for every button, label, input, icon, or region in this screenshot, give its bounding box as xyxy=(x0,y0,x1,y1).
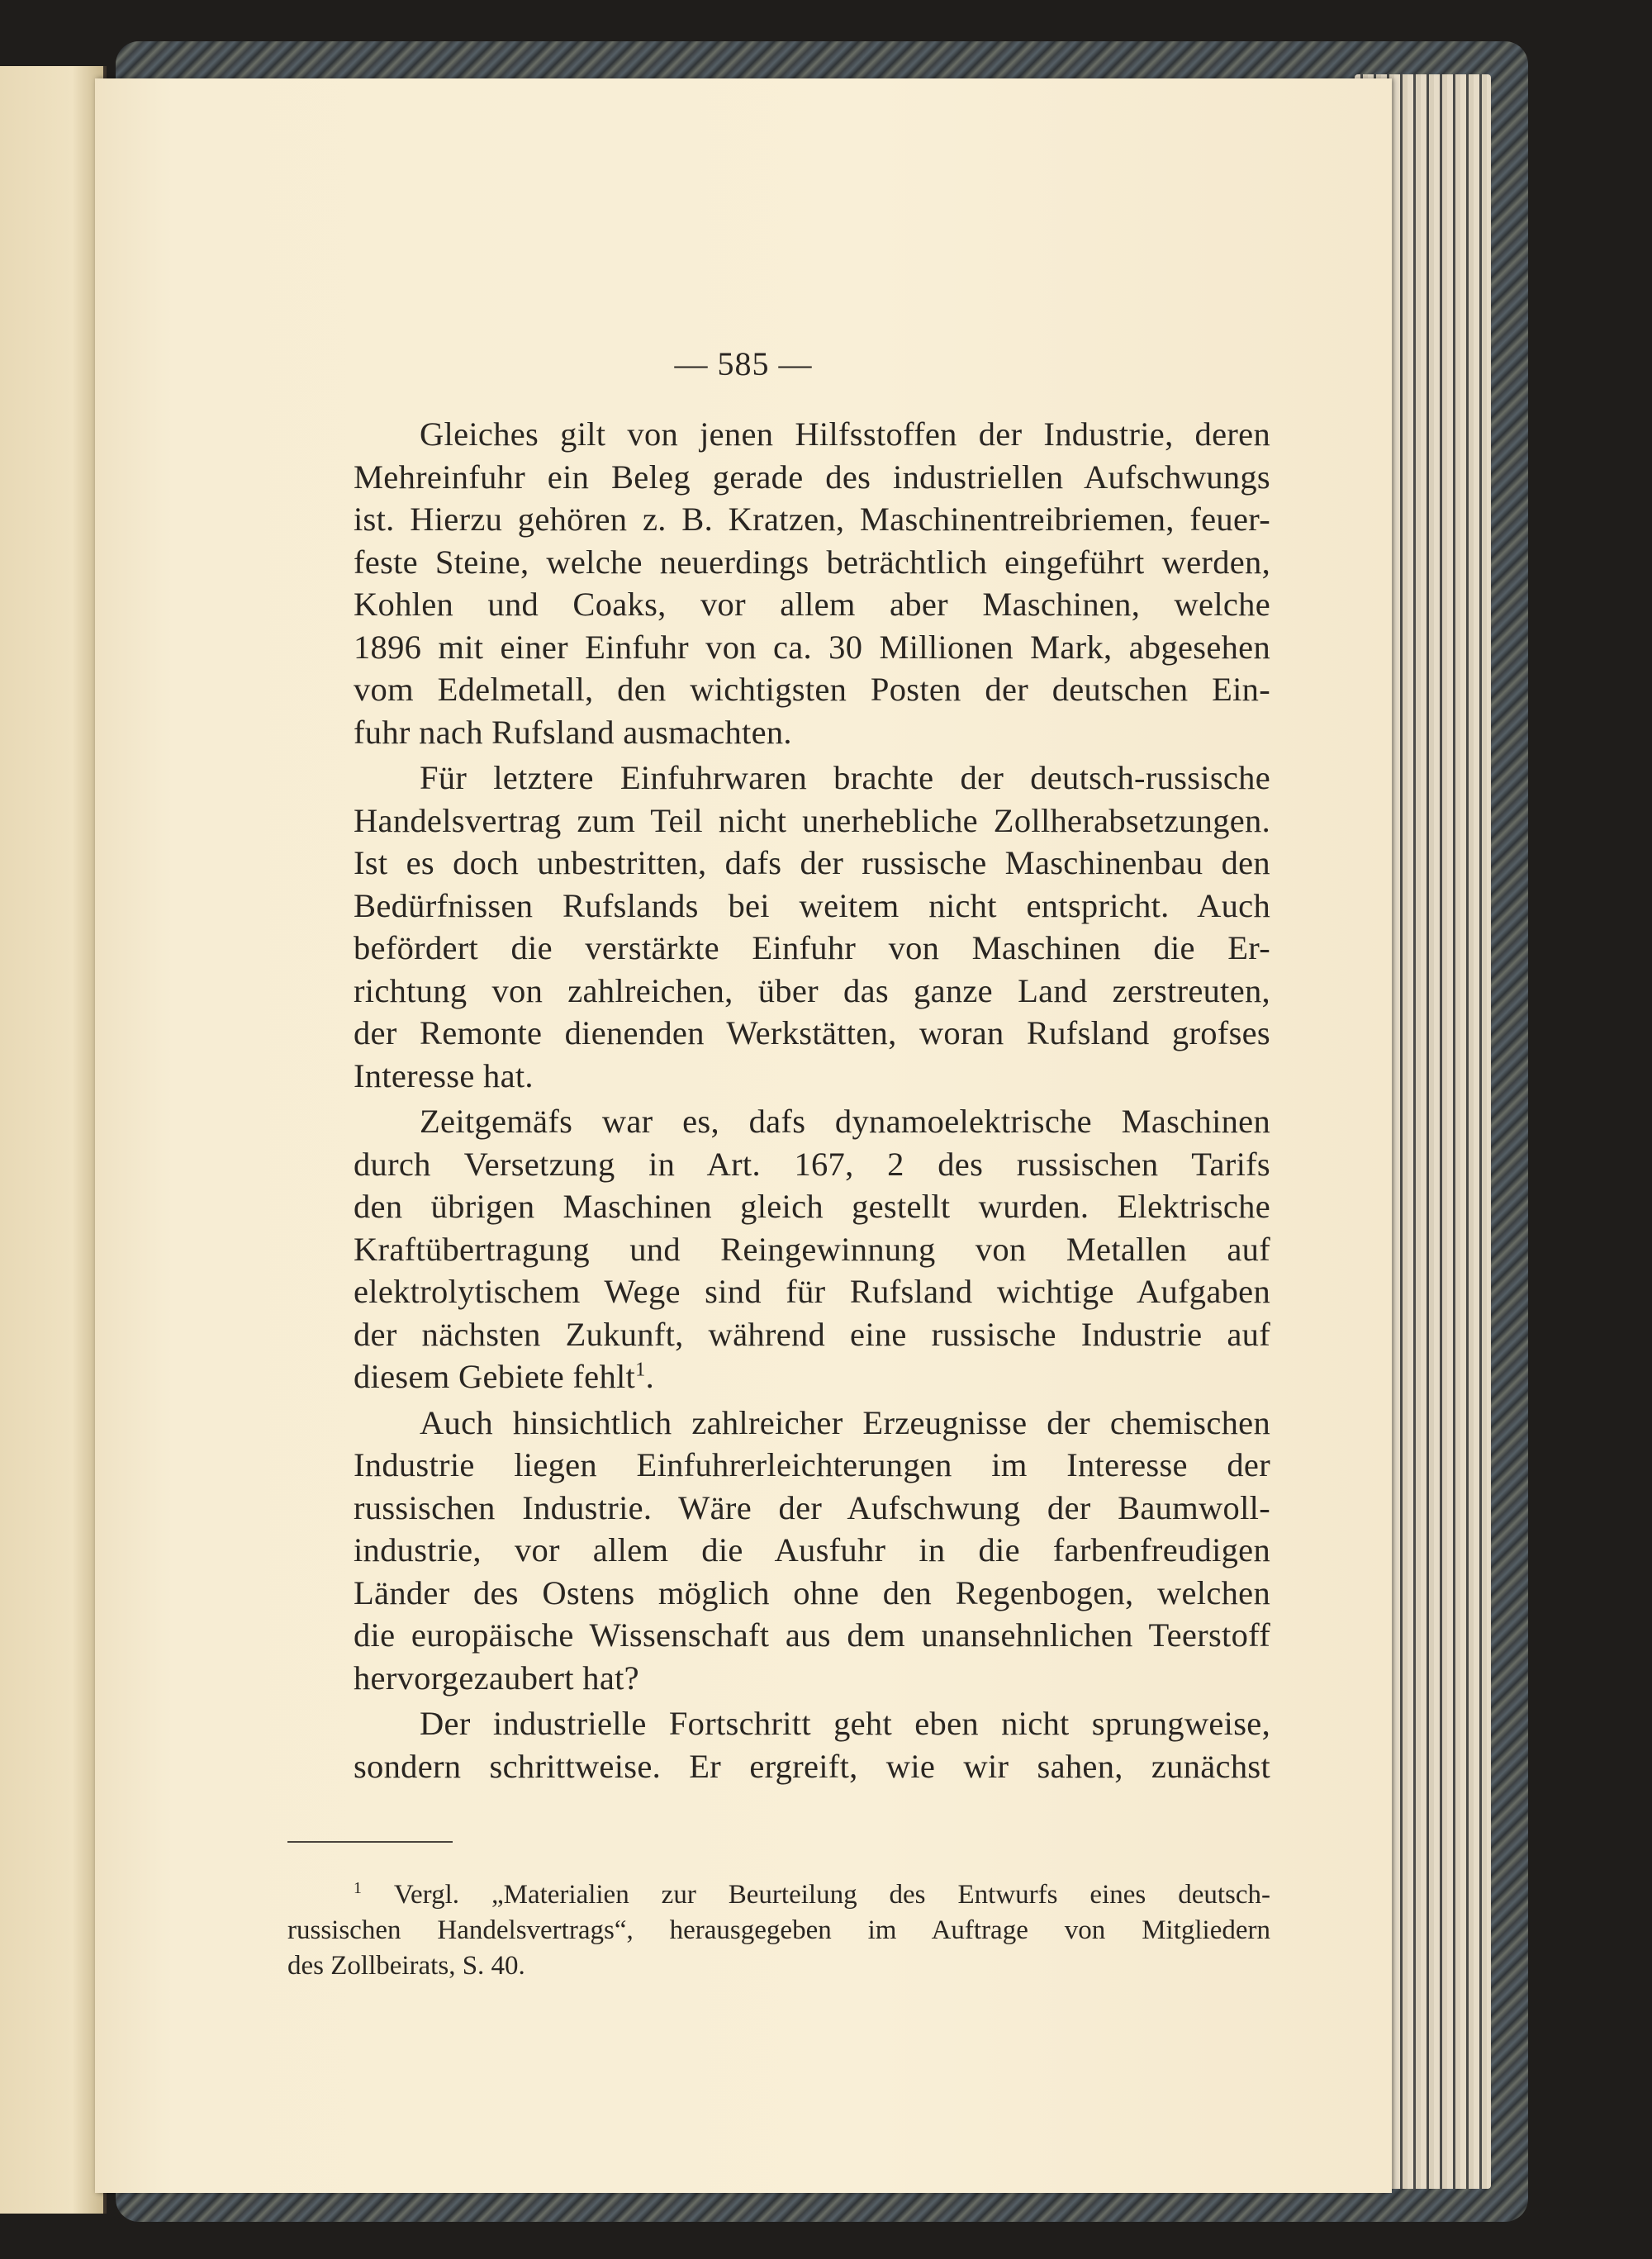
text-line: Industrie liegen Einfuhrerleichterungen im Interesse der xyxy=(354,1446,1270,1483)
text-line: elektrolytischem Wege sind für Rufsland wichtige Aufgaben xyxy=(354,1273,1270,1310)
text-line: hervorgezaubert hat? xyxy=(354,1659,639,1697)
text-line: der nächsten Zukunft, während eine russische Industrie auf xyxy=(354,1315,1270,1353)
text-line: Ist es doch unbestritten, dafs der russische Maschinenbau den xyxy=(354,844,1270,881)
text-line: ist. Hierzu gehören z. B. Kratzen, Maschinentreibriemen, feuer- xyxy=(354,501,1270,538)
text-line: Der industrielle Fortschritt geht eben nicht sprungweise, xyxy=(420,1705,1270,1742)
footnote-marker: 1 xyxy=(354,1879,362,1897)
paragraph-4 xyxy=(287,1402,1270,1700)
footnote-divider xyxy=(287,1841,453,1843)
text-line: Kraftübertragung und Reingewinnung von Metallen auf xyxy=(354,1230,1270,1268)
text-line: industrie, vor allem die Ausfuhr in die farbenfreudigen xyxy=(354,1531,1270,1568)
previous-page-edge xyxy=(0,66,107,2214)
text-line: Mehreinfuhr ein Beleg gerade des industriellen Aufschwungs xyxy=(354,458,1270,496)
text-line: den übrigen Maschinen gleich gestellt wurden. Elektrische xyxy=(354,1188,1270,1225)
text-line: russischen Industrie. Wäre der Aufschwung der Baumwoll- xyxy=(354,1488,1270,1526)
footnote-text: Vergl. „Materialien zur Beurteilung des Entwurfs eines deutsch- xyxy=(393,1880,1271,1910)
text-line: Interesse hat. xyxy=(354,1056,534,1094)
text-line xyxy=(287,1355,1270,1398)
page-number: — 585 — xyxy=(674,345,813,382)
footnote-reference: 1 xyxy=(635,1358,646,1381)
text-line: Länder des Ostens möglich ohne den Regenbogen, welchen xyxy=(354,1573,1270,1611)
text-line: vom Edelmetall, den wichtigsten Posten der deutschen Ein- xyxy=(354,671,1270,708)
text-line: Kohlen und Coaks, vor allem aber Maschinen, welche xyxy=(354,586,1270,623)
text-line: Gleiches gilt von jenen Hilfsstoffen der Industrie, deren xyxy=(420,415,1270,453)
text-line: Für letztere Einfuhrwaren brachte der deutsch-russische xyxy=(420,759,1270,796)
text-line: Auch hinsichtlich zahlreicher Erzeugnisse der chemischen xyxy=(420,1403,1270,1441)
text-line: befördert die verstärkte Einfuhr von Maschinen die Er- xyxy=(354,929,1270,966)
text-line-content: diesem Gebiete fehlt xyxy=(354,1358,636,1395)
text-line: Handelsvertrag zum Teil nicht unerhebliche Zollherabsetzungen. xyxy=(354,801,1270,839)
paragraph-3 xyxy=(287,1100,1270,1398)
text-line: die europäische Wissenschaft aus dem unansehnlichen Teerstoff xyxy=(354,1616,1270,1654)
book-page xyxy=(95,78,1392,2193)
text-line: sondern schrittweise. Er ergreift, wie wir sahen, zunächst xyxy=(354,1747,1270,1785)
paragraph-1 xyxy=(287,413,1270,753)
text-line: Zeitgemäfs war es, dafs dynamoelektrische Maschinen xyxy=(420,1103,1270,1140)
text-line: feste Steine, welche neuerdings beträchtlich eingeführt werden, xyxy=(354,543,1270,581)
footnote-line: des Zollbeirats, S. 40. xyxy=(287,1951,525,1981)
text-line: der Remonte dienenden Werkstätten, woran Rufsland grofses xyxy=(354,1014,1270,1051)
text-line: durch Versetzung in Art. 167, 2 des russischen Tarifs xyxy=(354,1145,1270,1183)
text-line: Bedürfnissen Rufslands bei weitem nicht entspricht. Auch xyxy=(354,886,1270,924)
paragraph-2 xyxy=(287,757,1270,1097)
paragraph-5 xyxy=(287,1702,1270,1787)
text-line: 1896 mit einer Einfuhr von ca. 30 Millionen Mark, abgesehen xyxy=(354,628,1270,666)
footnote-line: russischen Handelsvertrags“, herausgegeben im Auftrage von Mitgliedern xyxy=(287,1915,1270,1945)
footnote-line xyxy=(287,1877,1270,1913)
footnotes xyxy=(287,1877,1270,1984)
text-line: richtung von zahlreichen, über das ganze Land zerstreuten, xyxy=(354,971,1270,1009)
body-text xyxy=(287,413,1270,1787)
text-line: fuhr nach Rufsland ausmachten. xyxy=(354,713,792,751)
text-line-end: . xyxy=(645,1358,655,1395)
